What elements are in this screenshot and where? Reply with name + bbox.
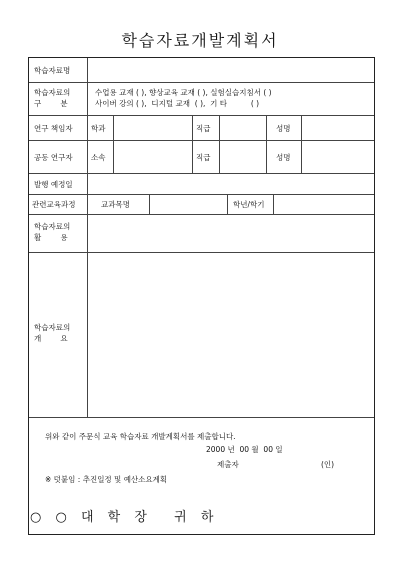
- seal-mark: (인): [321, 460, 335, 469]
- row-co-researcher: [29, 141, 374, 174]
- overview-label-1: 학습자료의: [34, 323, 71, 332]
- material-name-field[interactable]: [88, 58, 374, 82]
- row-related-course: [29, 195, 374, 215]
- co-researcher-label: 공동 연구자: [34, 153, 73, 162]
- overview-label-2: 개 요: [34, 334, 68, 343]
- row-category: [29, 83, 374, 116]
- lead-researcher-label: 연구 책임자: [34, 124, 73, 133]
- recipient-line: ○ ○ 대 학 장 귀 하: [30, 510, 215, 525]
- row-overview: [29, 253, 374, 418]
- rank-label: 직급: [196, 124, 211, 133]
- person-name-label-2: 성명: [276, 153, 291, 162]
- subject-name-label: 교과목명: [101, 200, 130, 209]
- category-label-2: 구 분: [34, 99, 68, 108]
- submission-statement: 위와 같이 주문식 교육 학습자료 개발계획서를 제출합니다.: [45, 432, 236, 441]
- category-options-line-1[interactable]: 수업용 교재 ( ), 향상교육 교재 ( ), 실험실습지침서 ( ): [95, 88, 272, 97]
- category-label-1: 학습자료의: [34, 88, 71, 97]
- person-name-label: 성명: [276, 124, 291, 133]
- row-usage: [29, 215, 374, 253]
- year-semester-label: 학년/학기: [233, 200, 265, 209]
- affiliation-label: 소속: [91, 153, 106, 162]
- material-name-label: 학습자료명: [34, 66, 71, 75]
- document-title: 학습자료개발계획서: [121, 31, 279, 50]
- usage-label-2: 활 용: [34, 233, 68, 242]
- category-options-line-2[interactable]: 사이버 강의 ( ), 디지털 교재 ( ), 기 타 ( ): [95, 99, 260, 108]
- row-lead-researcher: [29, 116, 374, 141]
- submission-date: 2000 년 00 월 00 일: [206, 445, 283, 454]
- publish-date-label: 발행 예정일: [34, 180, 73, 189]
- overview-field[interactable]: [88, 253, 374, 417]
- row-publish-date: [29, 174, 374, 195]
- dept-label: 학과: [91, 124, 106, 133]
- publish-date-field[interactable]: [88, 174, 374, 194]
- related-course-label: 관련교육과정: [32, 200, 76, 209]
- usage-label-1: 학습자료의: [34, 222, 71, 231]
- usage-field[interactable]: [88, 215, 374, 252]
- attachment-note: ※ 덧붙임 : 추진일정 및 예산소요계획: [45, 475, 168, 484]
- rank-label-2: 직급: [196, 153, 211, 162]
- submitter-label: 제출자: [217, 460, 239, 469]
- row-material-name: [29, 58, 374, 83]
